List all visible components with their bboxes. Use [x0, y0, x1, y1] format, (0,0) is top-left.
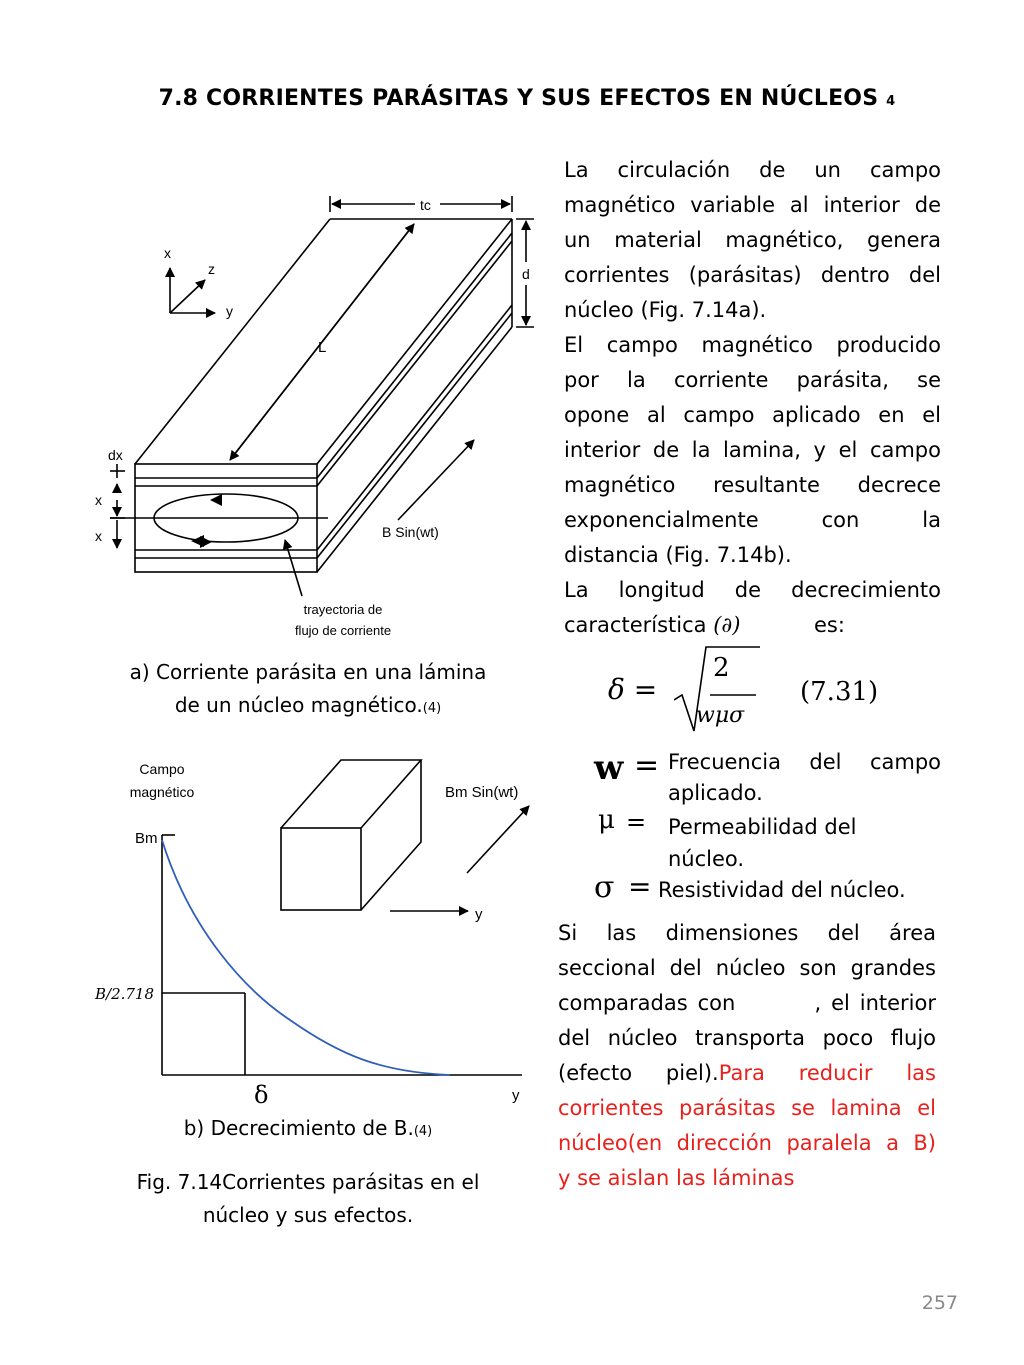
p3-symbol: (∂): [713, 613, 741, 637]
paragraph-4: [558, 916, 936, 1196]
p3-line: La longitud de decrecimiento: [564, 578, 941, 602]
page-title: 7.8 CORRIENTES PARÁSITAS Y SUS EFECTOS EN NÚCLEOS 4: [158, 86, 896, 111]
p1-line: magnético variable al interior de: [564, 193, 941, 217]
mu-text-1: Permeabilidad del: [668, 815, 857, 839]
p2-line: opone al campo aplicado en el: [564, 403, 941, 427]
p2-line: distancia (Fig. 7.14b).: [564, 543, 792, 567]
p1-line: núcleo (Fig. 7.14a).: [564, 298, 767, 322]
w-text-2: aplicado.: [668, 781, 763, 805]
graph-ylabel-1: Campo: [139, 761, 185, 777]
paragraph-3: [564, 573, 941, 643]
label-trajectory-2: flujo de corriente: [294, 623, 392, 638]
paragraph-2: [564, 328, 941, 573]
p4-line: seccional del núcleo son grandes: [558, 956, 936, 980]
w-eq: =: [634, 748, 660, 783]
figure-b-decay-graph: [0, 740, 560, 1120]
sigma-text: Resistividad del núcleo.: [658, 878, 906, 902]
p1-line: un material magnético, genera: [564, 228, 941, 252]
p3-text-b: es:: [814, 613, 845, 637]
label-L: L: [318, 339, 327, 356]
graph-ylabel-2: magnético: [129, 784, 195, 800]
label-dx: dx: [108, 447, 123, 463]
p2-line: interior de la lamina, y el campo: [564, 438, 941, 462]
label-y-axis: y: [226, 303, 233, 319]
eq-number: (7.31): [800, 677, 879, 707]
p2-line: exponencialmente con la: [564, 508, 941, 532]
eq-lhs: δ =: [608, 673, 658, 706]
label-x-lower: x: [95, 528, 102, 544]
p2-line: El campo magnético producido: [564, 333, 941, 357]
label-tc: tc: [420, 197, 431, 213]
sigma-symbol: σ: [594, 870, 615, 905]
w-symbol: w: [594, 748, 624, 788]
figure-b-caption: b) Decrecimiento de B.(4): [183, 1116, 433, 1140]
block-y-label: y: [475, 906, 483, 923]
sigma-eq: =: [628, 870, 652, 903]
label-x-axis: x: [164, 245, 171, 261]
mu-text-2: núcleo.: [668, 847, 745, 871]
label-b-sin: B Sin(wt): [382, 524, 439, 540]
p1-line: La circulación de un campo: [564, 158, 941, 182]
figure-a-lamina-diagram: [0, 0, 560, 650]
graph-delta-label: δ: [254, 1081, 269, 1109]
graph-y-label: y: [512, 1087, 520, 1104]
decay-curve: [162, 840, 450, 1075]
w-text-1: Frecuencia del campo: [668, 750, 941, 774]
label-z-axis: z: [208, 261, 215, 277]
figure-a-caption: a) Corriente parásita en una lámina de un núcleo magnético.(4): [129, 660, 487, 717]
p4-red-line: núcleo(en dirección paralela a B): [558, 1131, 936, 1155]
p4-line: Si las dimensiones del área: [558, 921, 936, 945]
p4-red-line: y se aislan las láminas: [558, 1166, 795, 1190]
p4-line: comparadas con , el interior: [558, 991, 936, 1015]
equation-7-31: [608, 645, 908, 735]
label-x-upper: x: [95, 492, 102, 508]
figure-caption: Fig. 7.14Corrientes parásitas en el núcleo y sus efectos.: [136, 1170, 480, 1227]
p4-red-start: Para reducir las: [718, 1061, 936, 1085]
mu-symbol: μ: [598, 805, 615, 835]
eq-numerator: 2: [713, 653, 730, 683]
p2-line: magnético resultante decrece: [564, 473, 941, 497]
label-d: d: [522, 266, 530, 282]
p3-text-a: característica: [564, 613, 707, 637]
graph-bm-label: Bm: [135, 830, 158, 847]
p1-line: corrientes (parásitas) dentro del: [564, 263, 941, 287]
paragraph-1: [564, 153, 941, 328]
p4-red-line: corrientes parásitas se lamina el: [558, 1096, 936, 1120]
title-reference: 4: [886, 94, 896, 109]
eq-denominator: wμσ: [696, 703, 745, 728]
p2-line: por la corriente parásita, se: [564, 368, 941, 392]
p4-line: del núcleo transporta poco flujo: [558, 1026, 936, 1050]
block-front: [281, 828, 361, 910]
block-bm-sin-label: Bm Sin(wt): [445, 784, 519, 801]
label-trajectory-1: trayectoria de: [303, 602, 383, 617]
p4-black: (efecto piel).: [558, 1061, 719, 1085]
page-number: 257: [921, 1292, 958, 1314]
graph-b-over-label: B/2.718: [95, 985, 155, 1003]
mu-eq: =: [626, 808, 647, 836]
